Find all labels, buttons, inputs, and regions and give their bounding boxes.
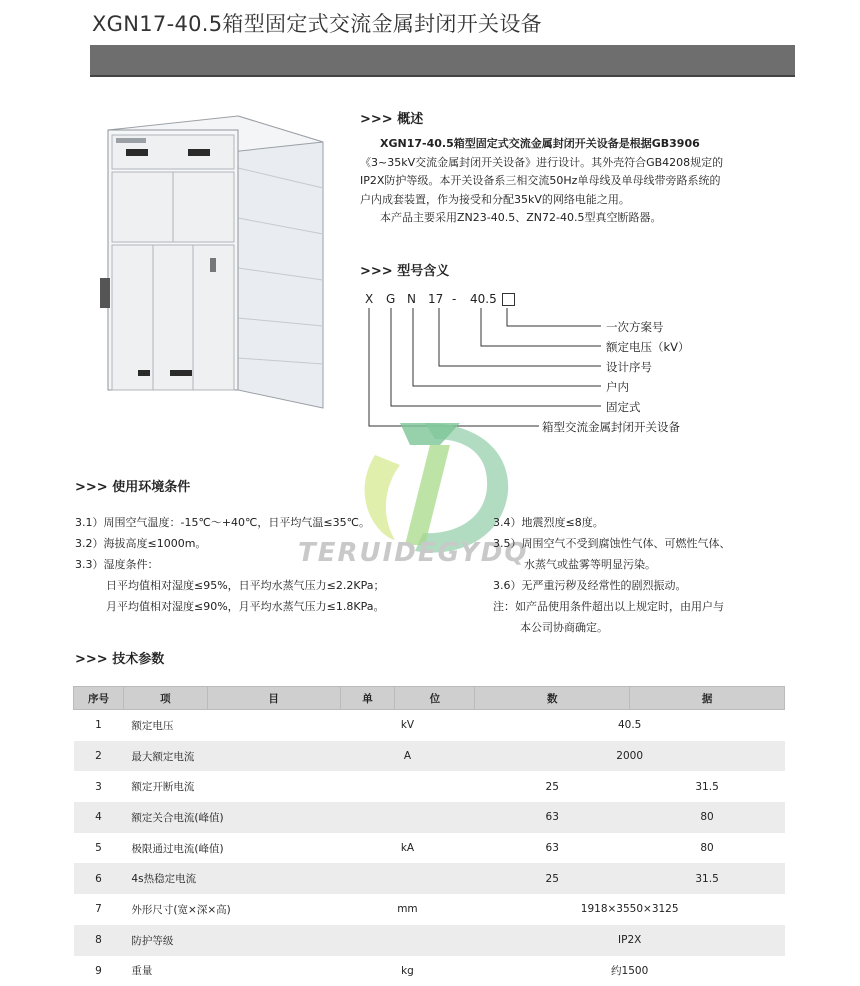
table-row (74, 925, 785, 956)
row-no: 3 (74, 771, 124, 802)
env-right-item: 3.4）地震烈度≤8度。 (493, 514, 604, 530)
env-left-item: 3.2）海拔高度≤1000m。 (75, 535, 206, 551)
env-right-item: 3.5）周围空气不受到腐蚀性气体、可燃性气体、 (493, 535, 731, 551)
col-header: 目 (207, 687, 340, 710)
row-item: 防护等级 (123, 925, 340, 956)
overview-line: 户内成套装置，作为接受和分配35kV的网络电能之用。 (360, 191, 800, 210)
row-value: 约1500 (475, 956, 785, 986)
col-header: 单 (340, 687, 395, 710)
overview-line: XGN17-40.5箱型固定式交流金属封闭开关设备是根据GB3906 (380, 135, 800, 154)
row-value: 2000 (475, 741, 785, 772)
row-value: 80 (630, 802, 785, 833)
model-code-char: X (365, 292, 373, 306)
env-left-item: 日平均值相对湿度≤95%，日平均水蒸气压力≤2.2KPa； (106, 577, 384, 593)
model-label: 户内 (606, 379, 629, 395)
row-unit: A (340, 741, 475, 772)
switchgear-cabinet-image (88, 108, 330, 410)
watermark-text: TERUIDEGYDQ (298, 538, 528, 568)
model-label: 额定电压（kV） (606, 339, 690, 355)
table-row (74, 771, 785, 802)
row-unit (340, 925, 475, 956)
row-no: 7 (74, 894, 124, 925)
env-right-item: 本公司协商确定。 (520, 619, 608, 635)
row-item: 最大额定电流 (123, 741, 340, 772)
model-code-char: N (407, 292, 416, 306)
header-bar (90, 45, 795, 77)
row-value: 1918×3550×3125 (475, 894, 785, 925)
env-right-item: 水蒸气或盐雾等明显污染。 (524, 556, 656, 572)
overview-heading: >>> 概述 (360, 108, 423, 127)
row-value: 63 (475, 802, 630, 833)
table-row (74, 956, 785, 986)
model-label: 箱型交流金属封闭开关设备 (542, 419, 680, 435)
table-row (74, 833, 785, 864)
table-row (74, 863, 785, 894)
model-code-char: 17 (428, 292, 443, 306)
row-item: 重量 (123, 956, 340, 986)
table-header-row (74, 687, 785, 710)
row-value: 31.5 (630, 771, 785, 802)
page-title: XGN17-40.5箱型固定式交流金属封闭开关设备 (92, 8, 542, 38)
row-value: 80 (630, 833, 785, 864)
row-item: 额定开断电流 (123, 771, 340, 802)
model-label: 固定式 (606, 399, 641, 415)
env-left-item: 3.1）周围空气温度：-15℃～+40℃，日平均气温≤35℃。 (75, 514, 370, 530)
row-no: 9 (74, 956, 124, 986)
col-header: 序号 (74, 687, 124, 710)
table-row (74, 894, 785, 925)
row-item: 额定电压 (123, 710, 340, 741)
overview-line: 《3~35kV交流金属封闭开关设备》进行设计。其外壳符合GB4208规定的 (360, 154, 800, 173)
model-label: 一次方案号 (606, 319, 664, 335)
row-unit (340, 802, 475, 833)
row-item: 外形尺寸(宽×深×高) (123, 894, 340, 925)
table-row (74, 741, 785, 772)
env-right-item: 3.6）无严重污秽及经常性的剧烈振动。 (493, 577, 687, 593)
model-code-char: - (452, 292, 456, 306)
env-left-item: 月平均值相对湿度≤90%，月平均水蒸气压力≤1.8KPa。 (106, 598, 384, 614)
env-right-item: 注：如产品使用条件超出以上规定时，由用户与 (493, 598, 724, 614)
table-row (74, 710, 785, 741)
model-label: 设计序号 (606, 359, 652, 375)
row-no: 8 (74, 925, 124, 956)
col-header: 据 (630, 687, 785, 710)
col-header: 位 (395, 687, 475, 710)
row-no: 6 (74, 863, 124, 894)
row-item: 极限通过电流(峰值) (123, 833, 340, 864)
row-item: 额定关合电流(峰值) (123, 802, 340, 833)
overview-line: IP2X防护等级。本开关设备系三相交流50Hz单母线及单母线带旁路系统的 (360, 172, 800, 191)
row-unit (340, 863, 475, 894)
env-left-item: 3.3）湿度条件： (75, 556, 159, 572)
params-heading: >>> 技术参数 (75, 648, 164, 667)
col-header: 项 (123, 687, 207, 710)
row-unit (340, 771, 475, 802)
row-value: 25 (475, 771, 630, 802)
row-item: 4s热稳定电流 (123, 863, 340, 894)
model-heading: >>> 型号含义 (360, 260, 449, 279)
row-no: 1 (74, 710, 124, 741)
row-value: 63 (475, 833, 630, 864)
row-unit: mm (340, 894, 475, 925)
row-no: 2 (74, 741, 124, 772)
col-header: 数 (475, 687, 630, 710)
row-no: 5 (74, 833, 124, 864)
environment-heading: >>> 使用环境条件 (75, 476, 190, 495)
overview-text (380, 135, 800, 228)
row-value: 25 (475, 863, 630, 894)
params-table (73, 686, 785, 986)
table-row (74, 802, 785, 833)
overview-line: 本产品主要采用ZN23-40.5、ZN72-40.5型真空断路器。 (380, 209, 800, 228)
row-value: IP2X (475, 925, 785, 956)
row-value: 31.5 (630, 863, 785, 894)
row-unit: kg (340, 956, 475, 986)
model-code-char: G (386, 292, 395, 306)
model-code-char: 40.5 (470, 292, 497, 306)
row-value: 40.5 (475, 710, 785, 741)
row-unit: kV (340, 710, 475, 741)
row-no: 4 (74, 802, 124, 833)
row-unit: kA (340, 833, 475, 864)
